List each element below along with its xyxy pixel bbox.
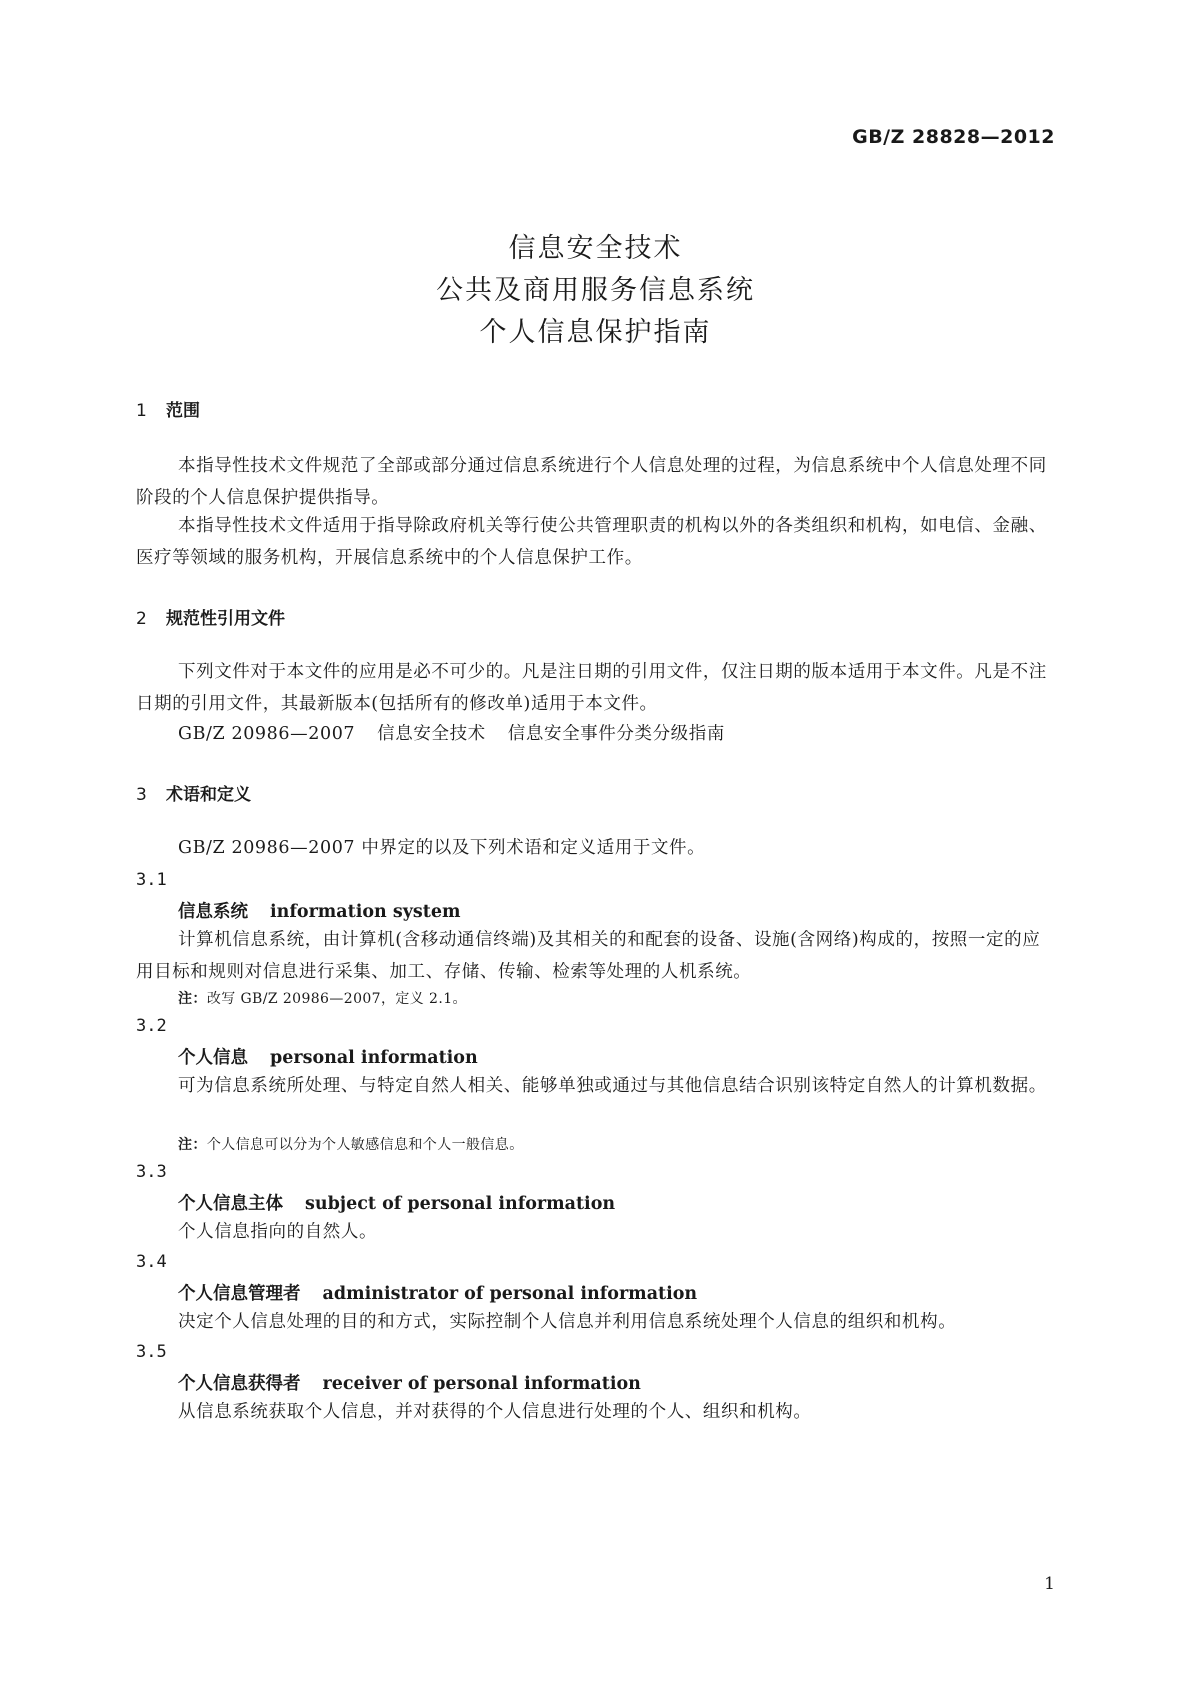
section-number: 1 xyxy=(136,401,147,421)
section-number: 3 xyxy=(136,785,147,805)
reference-code: GB/Z 20986—2007 xyxy=(178,724,356,744)
normative-reference xyxy=(178,720,747,745)
term-number: 3.4 xyxy=(136,1252,167,1272)
term-definition: 个人信息指向的自然人。 xyxy=(178,1222,378,1242)
section-1-paragraph-1: 本指导性技术文件规范了全部或部分通过信息系统进行个人信息处理的过程，为信息系统中个人信息处理不同阶段的个人信息保护提供指导。 xyxy=(136,456,1047,508)
term-chinese: 个人信息 xyxy=(178,1048,248,1068)
term-number: 3.2 xyxy=(136,1016,167,1036)
term-definition: 决定个人信息处理的目的和方式，实际控制个人信息并利用信息系统处理个人信息的组织和机构。 xyxy=(178,1312,957,1332)
term-definition: 可为信息系统所处理、与特定自然人相关、能够单独或通过与其他信息结合识别该特定自然人的计算机数据。 xyxy=(178,1076,1047,1096)
page-number: 1 xyxy=(1044,1574,1055,1594)
section-title: 术语和定义 xyxy=(166,785,251,805)
term-heading xyxy=(178,1370,641,1395)
term-number: 3.1 xyxy=(136,870,167,890)
section-3-intro: GB/Z 20986—2007 中界定的以及下列术语和定义适用于文件。 xyxy=(178,838,706,858)
title-line-2: 公共及商用服务信息系统 xyxy=(436,275,755,306)
title-line-3: 个人信息保护指南 xyxy=(479,317,712,348)
term-note xyxy=(178,988,467,1008)
document-title xyxy=(0,228,1191,354)
term-heading xyxy=(178,1190,615,1215)
note-text: 个人信息可以分为个人敏感信息和个人一般信息。 xyxy=(206,1137,524,1153)
term-chinese: 个人信息管理者 xyxy=(178,1284,301,1304)
term-number: 3.5 xyxy=(136,1342,167,1362)
section-2-heading xyxy=(136,604,285,629)
term-english: receiver of personal information xyxy=(322,1374,641,1394)
note-label: 注： xyxy=(178,1137,207,1153)
reference-title-part-2: 信息安全事件分类分级指南 xyxy=(507,724,725,744)
term-definition: 计算机信息系统，由计算机(含移动通信终端)及其相关的和配套的设备、设施(含网络)构成的，按照一定的应用目标和规则对信息进行采集、加工、存储、传输、检索等处理的人机系统。 xyxy=(136,930,1041,982)
term-english: information system xyxy=(270,902,461,922)
term-chinese: 个人信息获得者 xyxy=(178,1374,301,1394)
term-heading xyxy=(178,1280,697,1305)
term-english: personal information xyxy=(270,1048,478,1068)
term-definition: 从信息系统获取个人信息，并对获得的个人信息进行处理的个人、组织和机构。 xyxy=(178,1402,812,1422)
term-chinese: 个人信息主体 xyxy=(178,1194,283,1214)
section-number: 2 xyxy=(136,609,147,629)
section-title: 范围 xyxy=(166,401,200,421)
term-chinese: 信息系统 xyxy=(178,902,248,922)
section-title: 规范性引用文件 xyxy=(166,609,285,629)
title-line-1: 信息安全技术 xyxy=(508,233,683,264)
section-1-heading xyxy=(136,396,200,421)
section-2-paragraph-1: 下列文件对于本文件的应用是必不可少的。凡是注日期的引用文件，仅注日期的版本适用于本文件。凡是不注日期的引用文件，其最新版本(包括所有的修改单)适用于本文件。 xyxy=(136,662,1047,714)
term-english: administrator of personal information xyxy=(322,1284,698,1304)
term-number: 3.3 xyxy=(136,1162,167,1182)
standard-number: GB/Z 28828—2012 xyxy=(852,126,1055,148)
term-english: subject of personal information xyxy=(305,1194,616,1214)
reference-title-part-1: 信息安全技术 xyxy=(377,724,486,744)
section-3-heading xyxy=(136,780,251,805)
note-text: 改写 GB/Z 20986—2007，定义 2.1。 xyxy=(206,991,467,1007)
term-heading xyxy=(178,1044,478,1069)
note-label: 注： xyxy=(178,991,207,1007)
term-heading xyxy=(178,898,460,923)
section-1-paragraph-2: 本指导性技术文件适用于指导除政府机关等行使公共管理职责的机构以外的各类组织和机构，如电信、金融、医疗等领域的服务机构，开展信息系统中的个人信息保护工作。 xyxy=(136,516,1047,568)
term-note xyxy=(178,1134,524,1154)
